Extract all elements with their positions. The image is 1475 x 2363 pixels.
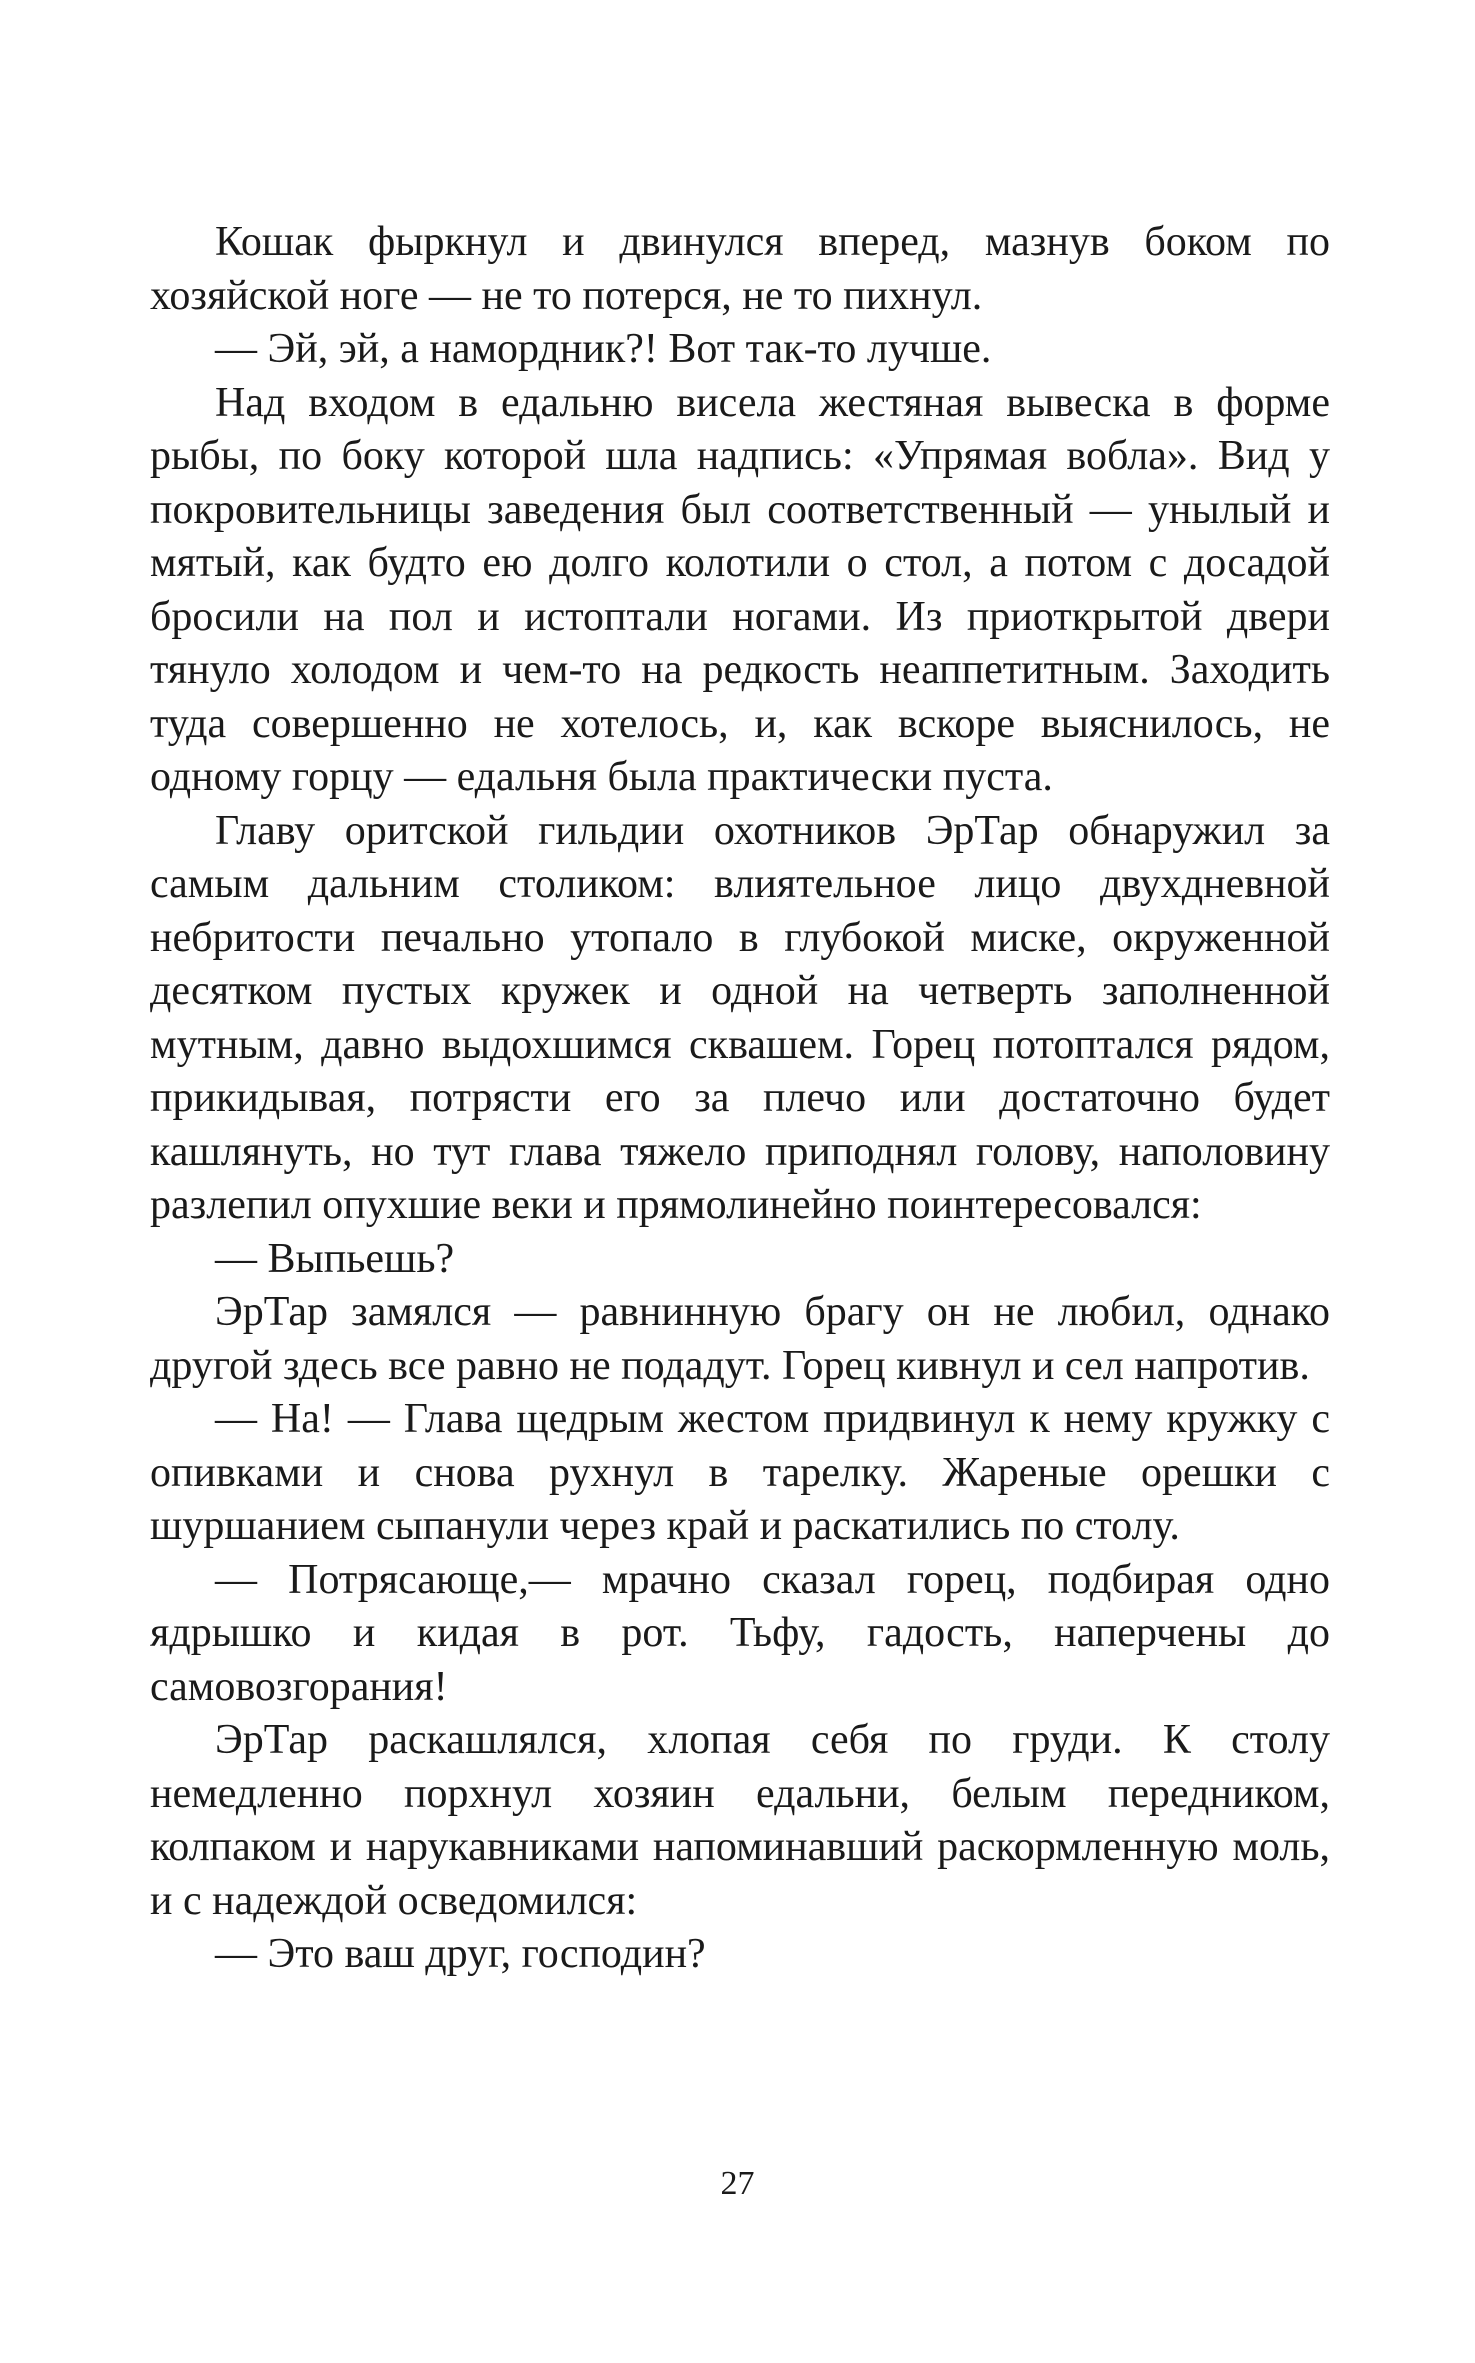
body-text — [150, 216, 1330, 1982]
paragraph: — Потрясающе,— мрачно сказал горец, подбирая одно ядрышко и кидая в рот. Тьфу, гадость, наперчены до самовозгорания! — [150, 1556, 1330, 1710]
page-number: 27 — [720, 2165, 755, 2202]
paragraph: ЭрТар замялся — равнинную брагу он не любил, однако другой здесь все равно не подадут. Горец кивнул и сел напротив. — [150, 1289, 1330, 1389]
paragraph: Над входом в едальню висела жестяная вывеска в форме рыбы, по боку которой шла надпись: «Упрямая вобла». Вид у покровительницы заведения был соответственный — унылый и мятый, как будто ею долго колотили о стол, а потом с досадой бросили на пол и истоптали ногами. Из приоткрытой двери тянуло холодом и чем-то на редкость неаппетитным. Заходить туда совершенно не хотелось, и, как вскоре выяснилось, не одному горцу — едальня была практически пуста. — [150, 379, 1330, 800]
paragraph: Кошак фыркнул и двинулся вперед, мазнув боком по хозяйской ноге — не то потерся, не то пихнул. — [150, 219, 1330, 319]
paragraph: — Это ваш друг, господин? — [215, 1931, 706, 1977]
paragraph: — Выпьешь? — [215, 1235, 455, 1282]
paragraph: — Эй, эй, а намордник?! Вот так-то лучше. — [215, 326, 992, 372]
paragraph: ЭрТар раскашлялся, хлопая себя по груди. К столу немедленно порхнул хозяин едальни, белым передником, колпаком и нарукавниками напоминавший раскормленную моль, и с надеждой осведомился: — [150, 1717, 1330, 1924]
paragraph: — На! — Глава щедрым жестом придвинул к нему кружку с опивками и снова рухнул в тарелку. Жареные орешки с шуршанием сыпанули через край и раскатились по столу. — [150, 1396, 1330, 1549]
paragraph: Главу оритской гильдии охотников ЭрТар обнаружил за самым дальним столиком: влиятельное лицо двухдневной небритости печально утопало в глубокой миске, окруженной десятком пустых кружек и одной на четверть заполненной мутным, давно выдохшимся сквашем. Горец потоптался рядом, прикидывая, потрясти его за плечо или достаточно будет кашлянуть, но тут глава тяжело приподнял голову, наполовину разлепил опухшие веки и прямолинейно поинтересовался: — [150, 807, 1330, 1228]
